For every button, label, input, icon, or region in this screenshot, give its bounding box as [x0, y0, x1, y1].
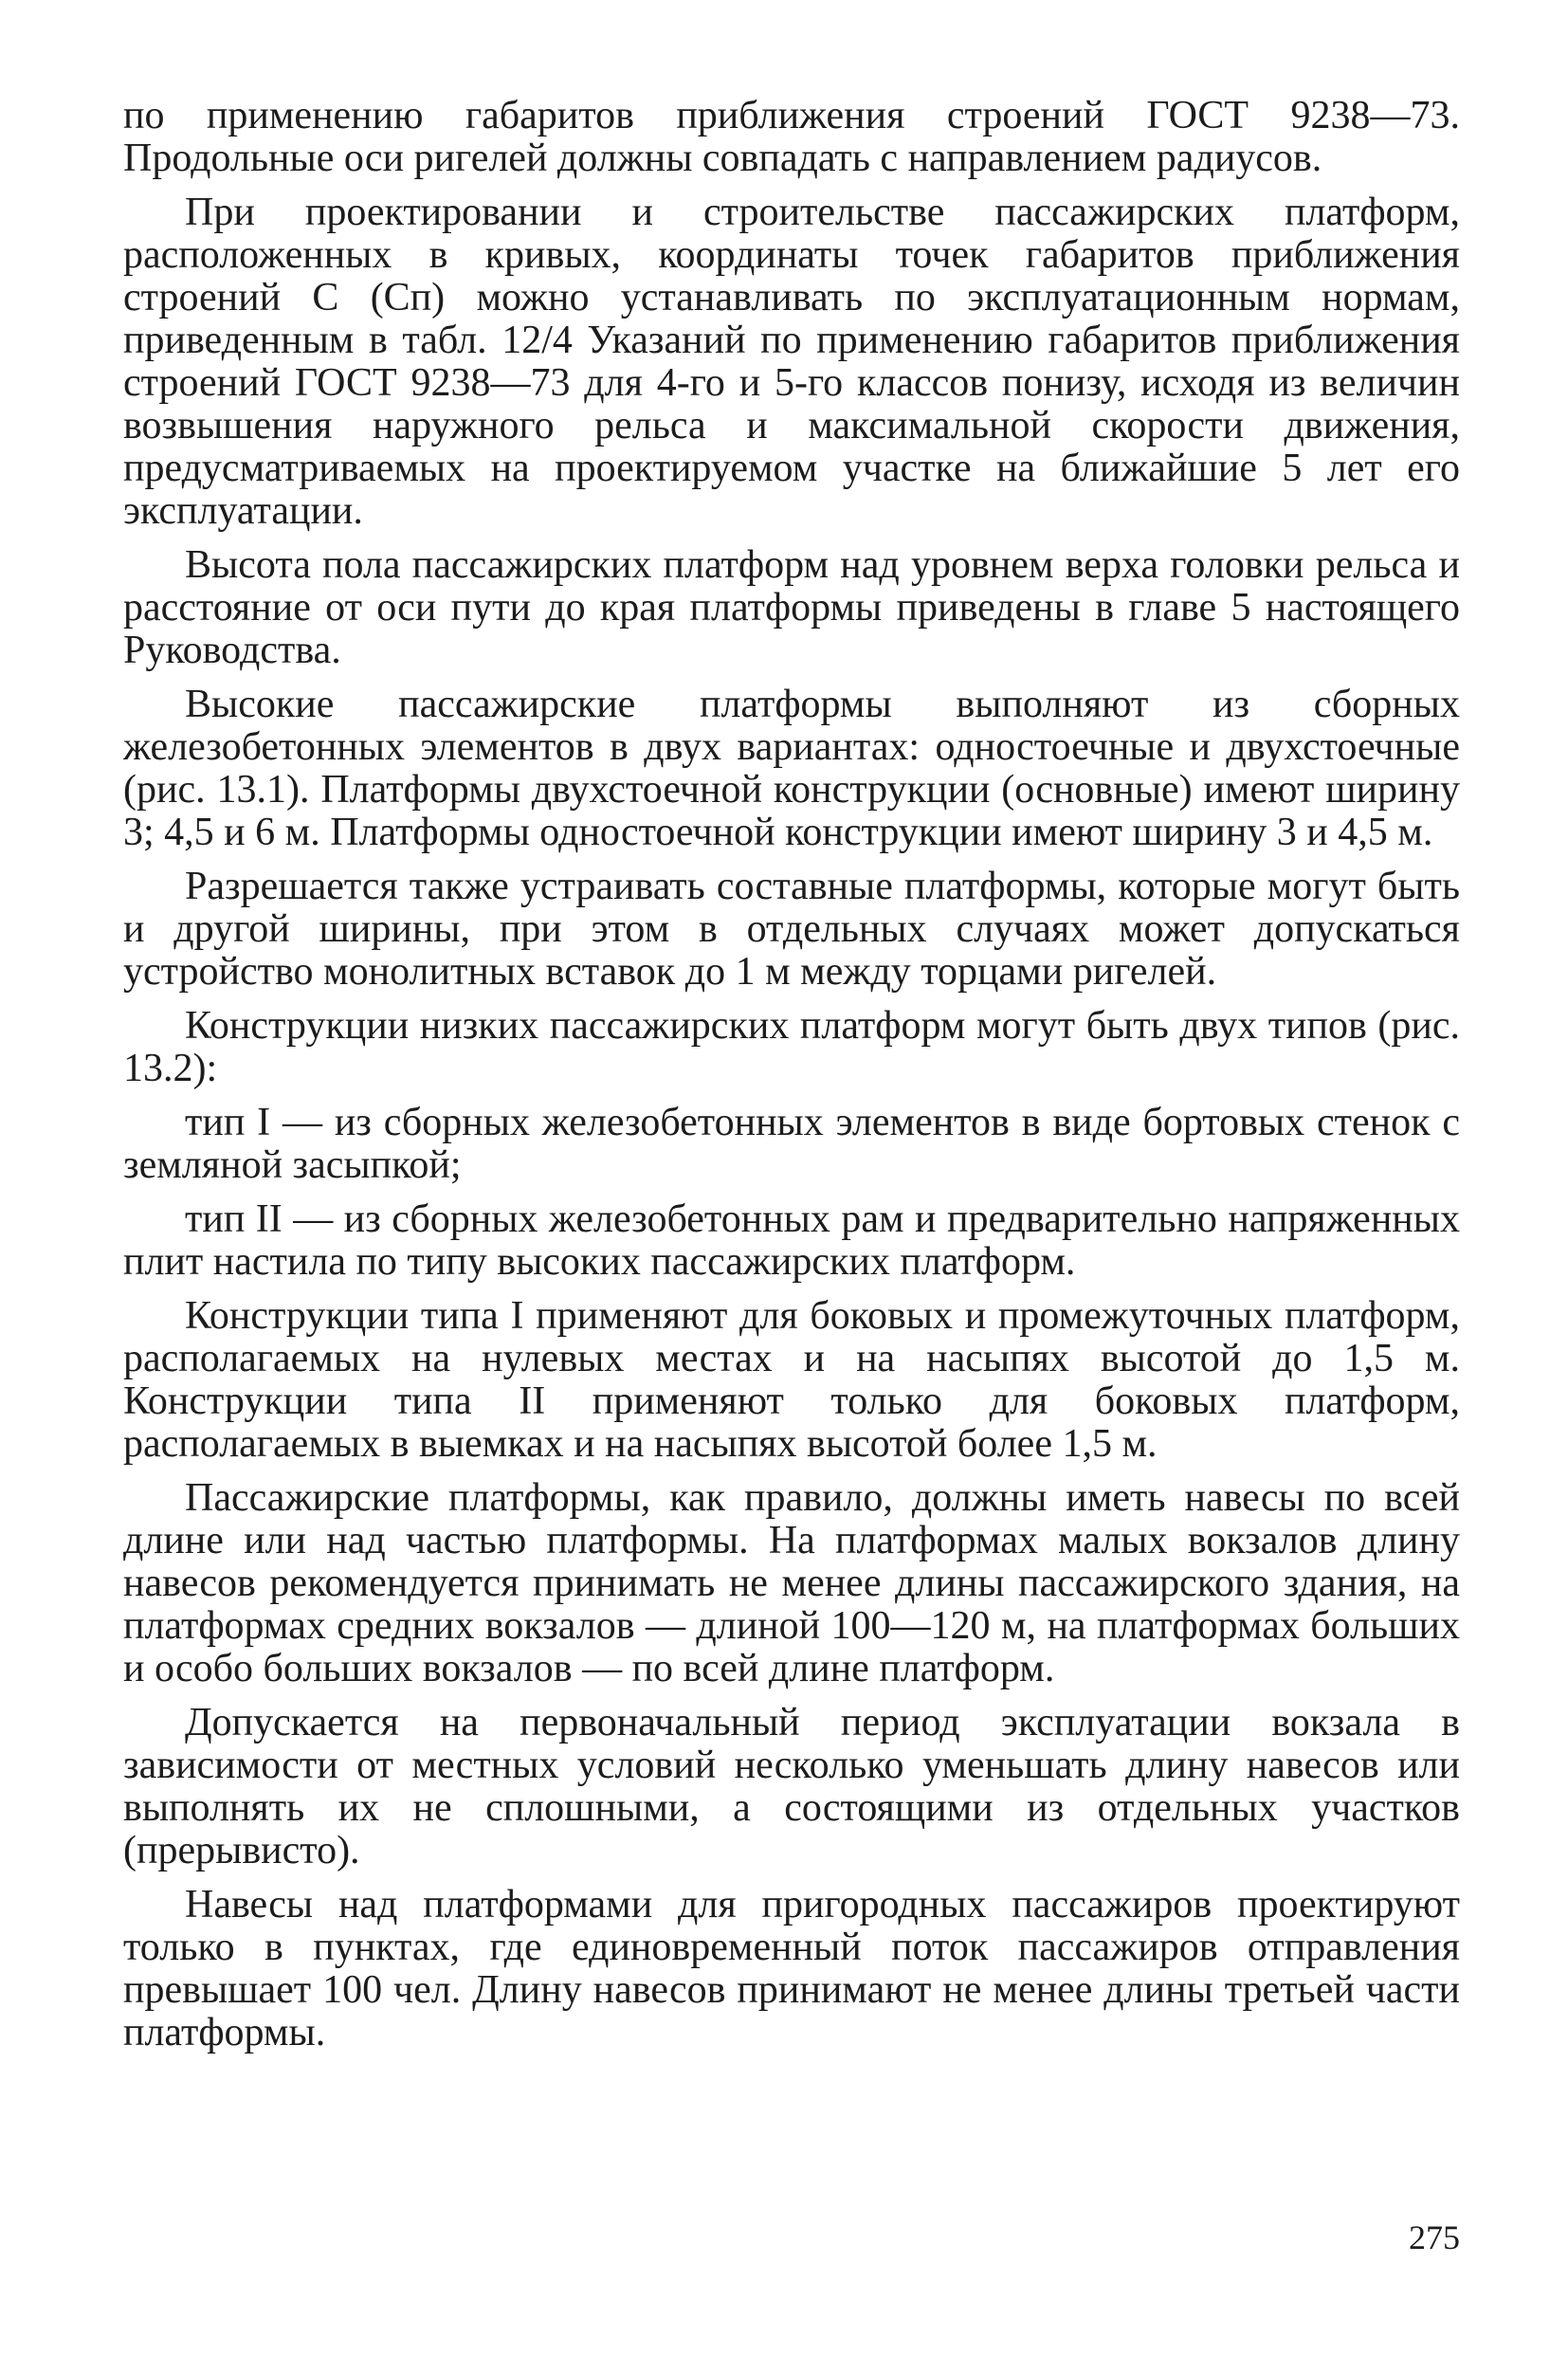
body-text — [123, 95, 1460, 2066]
paragraph: Навесы над платформами для пригородных пассажиров проектируют только в пунктах, где единовременный поток пассажиров отправления превышает 100 чел. Длину навесов принимают не менее длины третьей части платформы. — [123, 1883, 1460, 2054]
paragraph: Разрешается также устраивать составные платформы, которые могут быть и другой ширины, при этом в отдельных случаях может допускаться устройство монолитных вставок до 1 м между торцами ригелей. — [123, 865, 1460, 994]
paragraph: Конструкции типа I применяют для боковых и промежуточных платформ, располагаемых на нулевых местах и на насыпях высотой до 1,5 м. Конструкции типа II применяют только для боковых платформ, располагаемых в выемках и на насыпях высотой более 1,5 м. — [123, 1294, 1460, 1466]
paragraph: Допускается на первоначальный период эксплуатации вокзала в зависимости от местных условий несколько уменьшать длину навесов или выполнять их не сплошными, а состоящими из отдельных участков (прерывисто). — [123, 1701, 1460, 1872]
paragraph-continuation: по применению габаритов приближения строений ГОСТ 9238—73. Продольные оси ригелей должны совпадать с направлением радиусов. — [123, 94, 1460, 180]
page-number: 275 — [1409, 2219, 1460, 2256]
list-item-type-2: тип II — из сборных железобетонных рам и предварительно напряженных плит настила по типу высоких пассажирских платформ. — [123, 1197, 1460, 1284]
paragraph: Пассажирские платформы, как правило, должны иметь навесы по всей длине или над частью платформы. На платформах малых вокзалов длину навесов рекомендуется принимать не менее длины пассажирского здания, на платформах средних вокзалов — длиной 100—120 м, на платформах больших и особо больших вокзалов — по всей длине платформ. — [123, 1476, 1460, 1690]
paragraph: Конструкции низких пассажирских платформ могут быть двух типов (рис. 13.2): — [123, 1004, 1460, 1090]
list-item-type-1: тип I — из сборных железобетонных элементов в виде бортовых стенок с земляной засыпкой; — [123, 1101, 1460, 1187]
paragraph: Высота пола пассажирских платформ над уровнем верха головки рельса и расстояние от оси пути до края платформы приведены в главе 5 настоящего Руководства. — [123, 543, 1460, 672]
paragraph: При проектировании и строительстве пассажирских платформ, расположенных в кривых, координаты точек габаритов приближения строений С (Сп) можно устанавливать по эксплуатационным нормам, приведенным в табл. 12/4 Указаний по применению габаритов приближения строений ГОСТ 9238—73 для 4-го и 5-го классов понизу, исходя из величин возвышения наружного рельса и максимальной скорости движения, предусматриваемых на проектируемом участке на ближайшие 5 лет его эксплуатации. — [123, 191, 1460, 533]
paragraph: Высокие пассажирские платформы выполняют из сборных железобетонных элементов в двух вариантах: одностоечные и двухстоечные (рис. 13.1). Платформы двухстоечной конструкции (основные) имеют ширину 3; 4,5 и 6 м. Платформы одностоечной конструкции имеют ширину 3 и 4,5 м. — [123, 683, 1460, 854]
